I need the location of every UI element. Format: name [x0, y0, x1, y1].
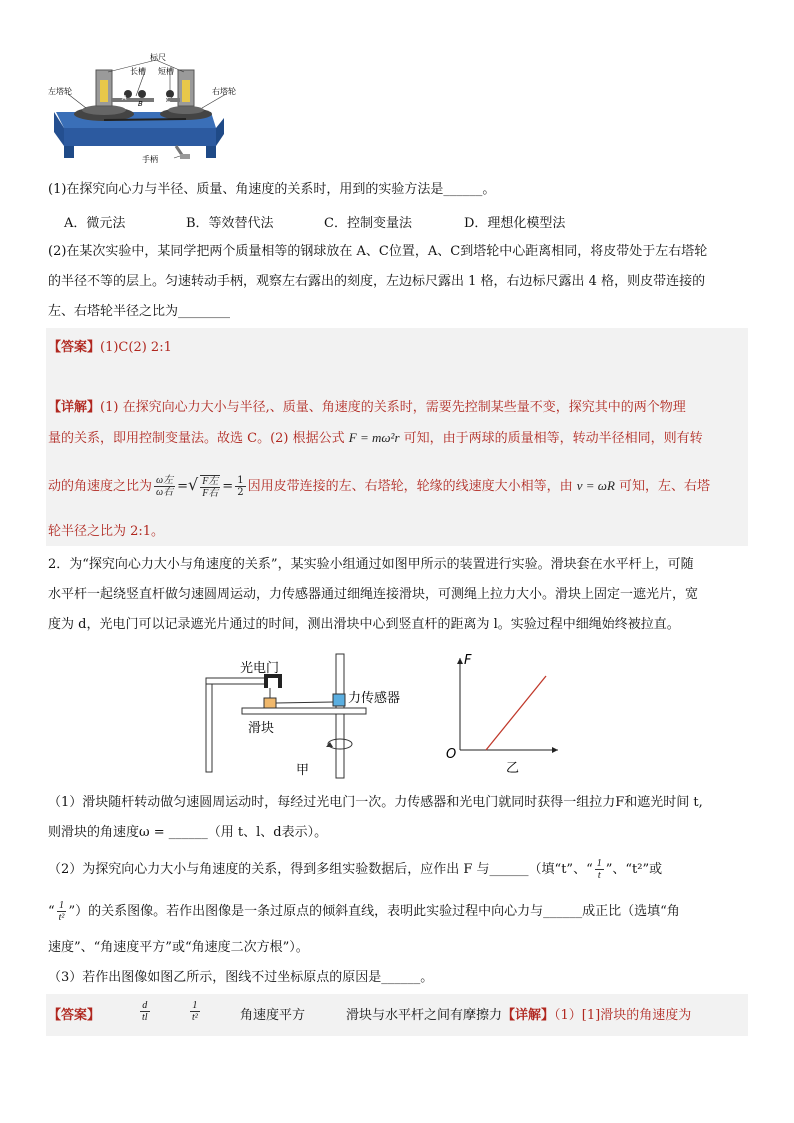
q1-detail-line4: 轮半径之比为 2:1。 — [48, 524, 165, 539]
q1-detail-text3a: 动的角速度之比为 — [48, 479, 153, 494]
q1-detail-text1: (1) 在探究向心力大小与半径,、质量、角速度的关系时，需要先控制某些量不变，探究其中的两个物理 — [100, 400, 686, 415]
q1-detail-tag: 【详解】 — [48, 400, 101, 415]
figure-jia — [198, 650, 418, 780]
q1-choice-d: D．理想化模型法 — [464, 216, 566, 231]
q2-answer-frac2: $\frac{1}{\text{t²}}$ — [192, 1000, 198, 1023]
omega-ratio-fraction: $\frac{\text{ω左}}{\text{ω右}}$ — [156, 475, 174, 498]
label-photogate: 光电门 — [240, 661, 280, 676]
q1-part1: (1)在探究向心力与半径、质量、角速度的关系时，用到的实验方法是______。 — [48, 182, 496, 197]
figure-yi — [440, 650, 570, 780]
q2-answer-item4-detail — [346, 1006, 691, 1026]
q1-detail-text2b: 可知，由于两球的质量相等，转动半径相同，则有转 — [399, 431, 703, 446]
q2-answer-item4: 滑块与水平杆之间有摩擦力 — [346, 1008, 503, 1023]
q1-detail-formula2: v = ωR — [576, 478, 615, 493]
one-over-t-fraction: $\frac{1}{t}$ — [596, 858, 602, 881]
q1-part2-line3: 左、右塔轮半径之比为________ — [48, 304, 231, 319]
q2-p2-text2a: “ — [48, 904, 55, 919]
label-a: A — [122, 94, 127, 102]
figure-jia-drawing — [198, 650, 418, 780]
q1-detail-text2a: 量的关系，即用控制变量法。故选 C。(2) 根据公式 — [48, 431, 349, 446]
q2-p2-text1b: ”、“t²”或 — [605, 862, 663, 877]
apparatus-figure — [46, 50, 256, 170]
label-c: C — [166, 96, 171, 104]
q2-intro-line1: 2．为“探究向心力大小与角速度的关系”，某实验小组通过如图甲所示的装置进行实验。滑块套在水平杆上，可随 — [48, 557, 694, 572]
q1-detail-line2 — [48, 428, 703, 449]
q1-choice-c: C．控制变量法 — [324, 216, 412, 231]
q2-p1-line1: （1）滑块随杆转动做匀速圆周运动时，每经过光电门一次。力传感器和光电门就同时获得一组拉力F和遮光时间 t, — [48, 795, 703, 810]
q2-intro-line2: 水平杆一起绕竖直杆做匀速圆周运动，力传感器通过细绳连接滑块，可测绳上拉力大小。滑块上固定一遮光片，宽 — [48, 587, 699, 602]
y-axis-arrow-icon — [457, 658, 463, 664]
q2-p2-line1 — [48, 856, 662, 884]
q2-p2-text1a: （2）为探究向心力大小与角速度的关系，得到多组实验数据后，应作出 F 与______（填“t”、“ — [48, 862, 593, 877]
q2-p2-line3: 速度”、“角速度平方”或“角速度二次方根”）。 — [48, 940, 309, 955]
q1-choice-a: A．微元法 — [64, 216, 126, 231]
x-axis-arrow-icon — [552, 747, 558, 753]
q2-answer-frac1: $\frac{d}{tl}$ — [142, 1000, 148, 1023]
force-ratio-fraction: $\frac{\text{F左}}{\text{F右}}$ — [202, 475, 219, 499]
q1-answer — [48, 338, 172, 358]
q1-answer-text: (1)C(2) 2:1 — [100, 340, 172, 355]
origin-label: O — [446, 747, 457, 762]
q2-p3-line: （3）若作出图像如图乙所示，图线不过坐标原点的原因是______。 — [48, 970, 434, 985]
q1-detail-text3b: 因用皮带连接的左、右塔轮，轮缘的线速度大小相等，由 — [247, 479, 577, 494]
q2-p1-line2: 则滑块的角速度ω = ______（用 t、l、d表示）。 — [48, 825, 328, 840]
q2-answer-row — [48, 1006, 100, 1026]
q1-detail-text3c: 可知，左、右塔 — [614, 479, 711, 494]
q1-detail-line3: 动的角速度之比为 $\frac{\text{ω左}}{\text{ω右}}$ =√ $\frac{\text{F左}}{\text{F右}}$ = $\frac{1}{2}$ 因用皮带连接的左、右塔轮，轮缘的线速度大小相等，由 v = ωR 可知，左、右塔 — [48, 475, 711, 499]
label-yi: 乙 — [506, 761, 520, 776]
half-fraction: $\frac{1}{2}$ — [237, 475, 244, 498]
label-short-slot: 短槽 — [158, 67, 174, 76]
label-jia: 甲 — [296, 763, 310, 778]
label-b: B — [138, 100, 143, 108]
apparatus-drawing — [46, 50, 256, 170]
q1-part2-line2: 的半径不等的层上。匀速转动手柄，观察左右露出的刻度，左边标尺露出 1 格，右边标尺露出 4 格，则皮带连接的 — [48, 274, 706, 289]
q1-choice-b: B．等效替代法 — [186, 216, 274, 231]
q2-intro-line3: 度为 d，光电门可以记录遮光片通过的时间，测出滑块中心到竖直杆的距离为 l。实验过程中细绳始终被拉直。 — [48, 617, 680, 632]
one-over-t2-fraction: $\frac{1}{\text{t²}}$ — [58, 900, 65, 923]
label-long-slot: 长槽 — [130, 67, 146, 76]
label-handle: 手柄 — [142, 155, 158, 164]
label-force-sensor: 力传感器 — [348, 691, 401, 706]
label-left-wheel: 左塔轮 — [48, 87, 72, 96]
q2-detail-tag: 【详解】 — [502, 1008, 555, 1023]
q2-detail-text: （1）[1]滑块的角速度为 — [554, 1008, 692, 1023]
q2-answer-item3: 角速度平方 — [240, 1008, 306, 1023]
q2-p2-line2 — [48, 898, 680, 926]
q2-p2-text2b: ”）的关系图像。若作出图像是一条过原点的倾斜直线，表明此实验过程中向心力与______成正比（选填“角 — [68, 904, 680, 919]
q1-detail-formula: F = mω²r — [348, 430, 400, 445]
sqrt-icon: √ — [187, 475, 199, 494]
label-ruler: 标尺 — [150, 53, 166, 62]
q1-detail-line1 — [48, 398, 686, 418]
label-right-wheel: 右塔轮 — [212, 87, 236, 96]
graph-line — [486, 676, 546, 750]
q1-answer-tag: 【答案】 — [48, 340, 101, 355]
axis-f-label: F — [464, 653, 472, 668]
figure-yi-graph — [440, 650, 570, 780]
q2-answer-tag: 【答案】 — [48, 1008, 101, 1023]
label-slider: 滑块 — [248, 721, 275, 736]
q1-part2-line1: (2)在某次实验中，某同学把两个质量相等的钢球放在 A、C位置，A、C到塔轮中心距离相同，将皮带处于左右塔轮 — [48, 244, 708, 259]
